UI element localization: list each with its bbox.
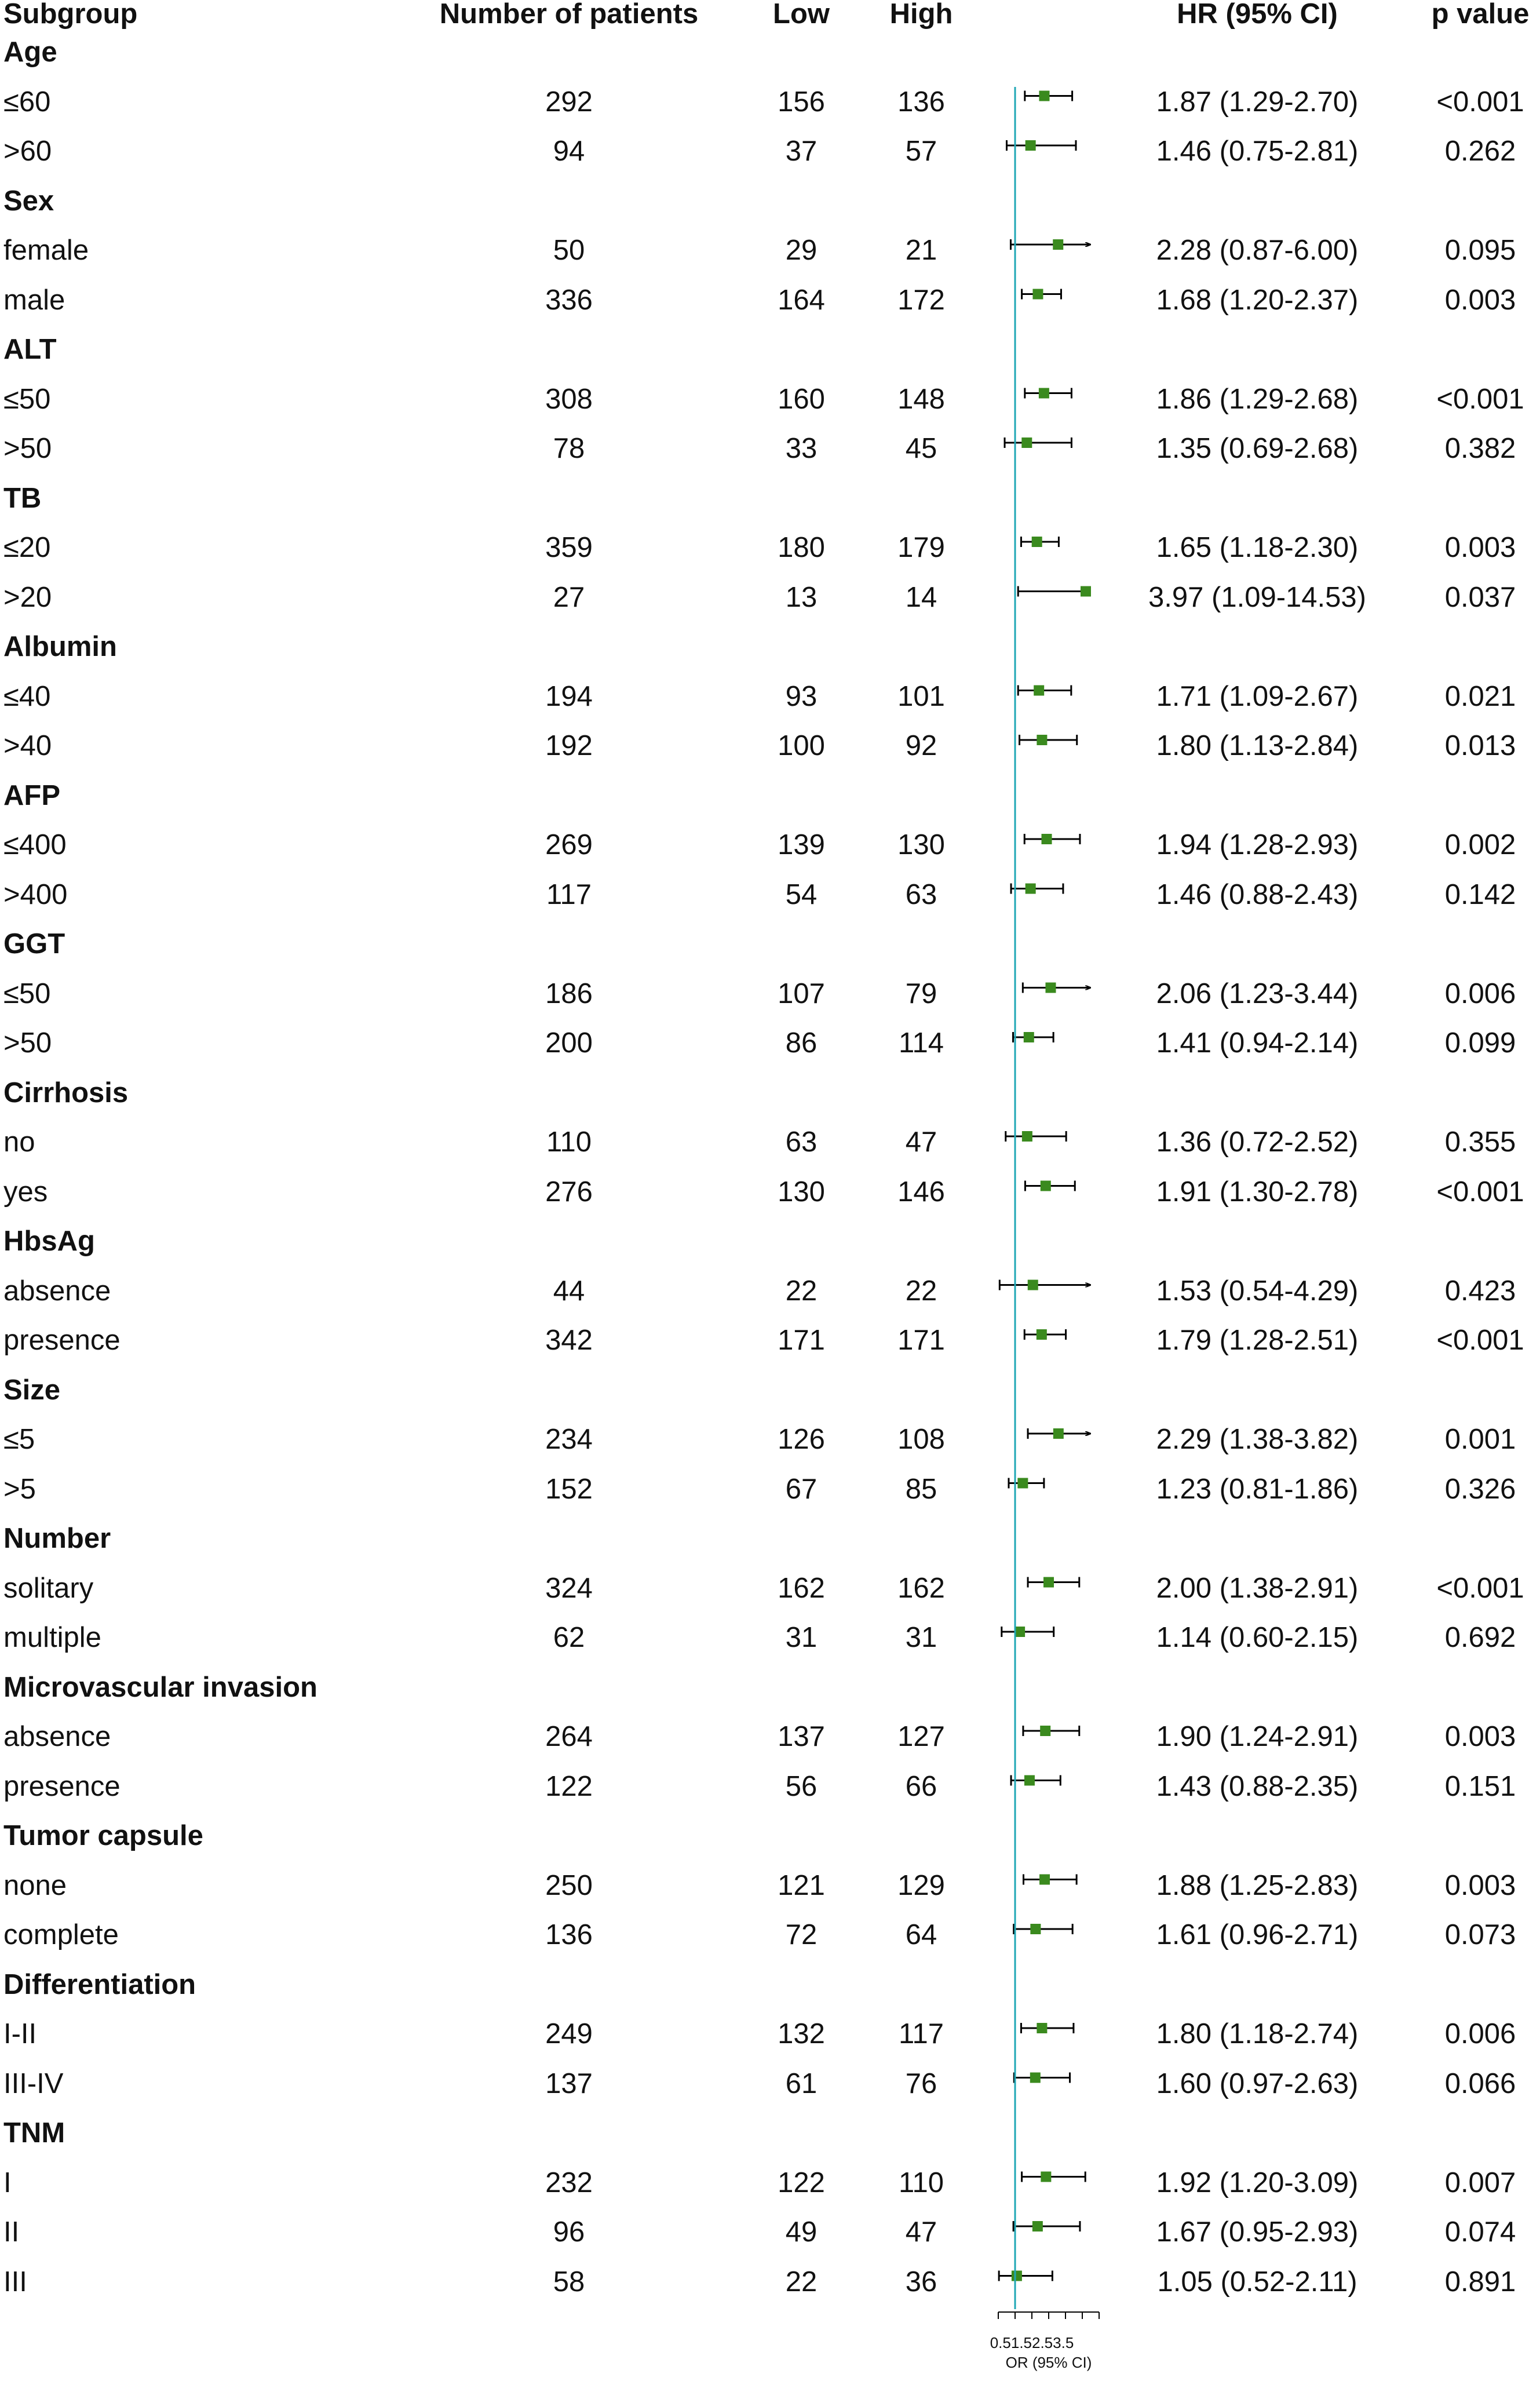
subgroup-label: >5	[3, 1473, 36, 1505]
hr-ci-value: 1.05 (0.52-2.11)	[1157, 2266, 1357, 2298]
p-value: 0.006	[1444, 978, 1516, 1009]
group-label: Cirrhosis	[3, 1077, 129, 1109]
hr-ci-value: 1.46 (0.88-2.43)	[1156, 878, 1359, 910]
subgroup-label: ≤400	[3, 829, 67, 860]
p-value: 0.037	[1444, 581, 1516, 613]
patients-count: 276	[545, 1176, 593, 1208]
low-count: 162	[778, 1572, 825, 1604]
hr-ci-value: 1.68 (1.20-2.37)	[1156, 284, 1359, 316]
point-estimate	[1021, 437, 1032, 448]
high-count: 63	[905, 878, 937, 910]
patients-count: 44	[553, 1275, 585, 1307]
header-low: Low	[773, 0, 830, 30]
high-count: 64	[905, 1919, 937, 1950]
high-count: 47	[905, 1126, 937, 1158]
header-hr-ci: HR (95% CI)	[1177, 0, 1338, 30]
patients-count: 249	[545, 2018, 593, 2050]
hr-ci-value: 1.71 (1.09-2.67)	[1156, 680, 1359, 712]
hr-ci-value: 1.91 (1.30-2.78)	[1156, 1176, 1359, 1208]
patients-count: 292	[545, 86, 593, 118]
header-high: High	[889, 0, 953, 30]
patients-count: 27	[553, 581, 585, 613]
low-count: 130	[778, 1176, 825, 1208]
p-value: 0.021	[1444, 680, 1516, 712]
patients-count: 186	[545, 978, 593, 1009]
hr-ci-value: 1.88 (1.25-2.83)	[1156, 1869, 1359, 1901]
header-p-value: p value	[1431, 0, 1530, 30]
subgroup-label: ≤40	[3, 680, 51, 712]
p-value: <0.001	[1436, 1325, 1524, 1356]
subgroup-label: ≤20	[3, 532, 51, 563]
point-estimate	[1041, 1181, 1051, 1191]
subgroup-label: >60	[3, 136, 52, 167]
point-estimate	[1053, 239, 1063, 250]
low-count: 56	[785, 1770, 818, 1802]
subgroup-label: >20	[3, 581, 52, 613]
subgroup-label: multiple	[3, 1622, 101, 1653]
high-count: 148	[897, 383, 945, 415]
high-count: 162	[897, 1572, 945, 1604]
group-label: TNM	[3, 2117, 65, 2149]
hr-ci-value: 1.46 (0.75-2.81)	[1156, 136, 1359, 167]
p-value: 0.095	[1444, 235, 1516, 266]
point-estimate	[1024, 1775, 1035, 1786]
low-count: 54	[785, 878, 818, 910]
low-count: 126	[778, 1424, 825, 1455]
subgroup-label: >40	[3, 730, 52, 761]
point-estimate	[1026, 884, 1036, 894]
hr-ci-value: 1.61 (0.96-2.71)	[1156, 1919, 1359, 1950]
high-count: 114	[898, 1027, 944, 1059]
point-estimate	[1081, 586, 1091, 597]
high-count: 108	[897, 1424, 945, 1455]
point-estimate	[1022, 1131, 1032, 1142]
group-label: Number	[3, 1523, 111, 1554]
hr-ci-value: 2.28 (0.87-6.00)	[1156, 235, 1359, 266]
point-estimate	[1030, 1924, 1041, 1934]
subgroup-label: ≤50	[3, 978, 51, 1009]
subgroup-label: absence	[3, 1275, 111, 1307]
patients-count: 192	[545, 730, 593, 761]
group-label: Differentiation	[3, 1968, 196, 2000]
high-count: 36	[905, 2266, 937, 2298]
p-value: 0.066	[1444, 2068, 1516, 2099]
patients-count: 110	[546, 1126, 592, 1158]
low-count: 180	[778, 532, 825, 563]
patients-count: 50	[553, 235, 585, 266]
hr-ci-value: 1.35 (0.69-2.68)	[1156, 433, 1359, 464]
patients-count: 58	[553, 2266, 585, 2298]
low-count: 49	[785, 2216, 818, 2248]
low-count: 63	[785, 1126, 818, 1158]
hr-ci-value: 1.94 (1.28-2.93)	[1156, 829, 1359, 860]
subgroup-label: >50	[3, 1027, 52, 1059]
low-count: 132	[778, 2018, 825, 2050]
high-count: 110	[898, 2167, 944, 2198]
subgroup-label: none	[3, 1869, 67, 1901]
subgroup-label: male	[3, 284, 65, 316]
patients-count: 250	[545, 1869, 593, 1901]
hr-ci-value: 1.60 (0.97-2.63)	[1156, 2068, 1359, 2099]
point-estimate	[1037, 735, 1047, 745]
point-estimate	[1032, 2221, 1043, 2231]
patients-count: 117	[546, 878, 592, 910]
high-count: 130	[897, 829, 945, 860]
p-value: 0.355	[1444, 1126, 1516, 1158]
patients-count: 96	[553, 2216, 585, 2248]
hr-ci-value: 1.80 (1.18-2.74)	[1156, 2018, 1359, 2050]
high-count: 146	[897, 1176, 945, 1208]
header-subgroup: Subgroup	[3, 0, 138, 30]
low-count: 139	[778, 829, 825, 860]
high-count: 127	[897, 1721, 945, 1752]
p-value: <0.001	[1436, 1176, 1524, 1208]
patients-count: 78	[553, 433, 585, 464]
high-count: 172	[897, 284, 945, 316]
patients-count: 194	[545, 680, 593, 712]
point-estimate	[1053, 1428, 1064, 1439]
hr-ci-value: 1.87 (1.29-2.70)	[1156, 86, 1359, 118]
subgroup-label: ≤50	[3, 383, 51, 415]
x-axis-label: OR (95% CI)	[1005, 2354, 1092, 2371]
group-label: HbsAg	[3, 1226, 95, 1257]
hr-ci-value: 1.43 (0.88-2.35)	[1156, 1770, 1359, 1802]
high-count: 57	[905, 136, 937, 167]
subgroup-label: presence	[3, 1325, 121, 1356]
p-value: 0.073	[1444, 1919, 1516, 1950]
point-estimate	[1045, 983, 1056, 993]
group-label: Albumin	[3, 631, 117, 662]
hr-ci-value: 1.23 (0.81-1.86)	[1156, 1473, 1359, 1505]
hr-ci-value: 1.14 (0.60-2.15)	[1156, 1622, 1359, 1653]
p-value: 0.003	[1444, 284, 1516, 316]
point-estimate	[1043, 1577, 1054, 1588]
high-count: 76	[905, 2068, 937, 2099]
p-value: 0.142	[1444, 878, 1516, 910]
group-label: TB	[3, 482, 42, 514]
high-count: 45	[905, 433, 937, 464]
high-count: 14	[905, 581, 937, 613]
patients-count: 200	[545, 1027, 593, 1059]
subgroup-label: >50	[3, 433, 52, 464]
low-count: 137	[778, 1721, 825, 1752]
subgroup-label: ≤5	[3, 1424, 35, 1455]
hr-ci-value: 1.53 (0.54-4.29)	[1156, 1275, 1359, 1307]
patients-count: 264	[545, 1721, 593, 1752]
high-count: 117	[898, 2018, 944, 2050]
group-label: AFP	[3, 779, 60, 811]
low-count: 72	[785, 1919, 818, 1950]
point-estimate	[1014, 1627, 1025, 1637]
p-value: 0.007	[1444, 2167, 1516, 2198]
low-count: 160	[778, 383, 825, 415]
subgroup-label: I	[3, 2167, 12, 2198]
p-value: 0.326	[1444, 1473, 1516, 1505]
high-count: 171	[897, 1325, 945, 1356]
low-count: 22	[785, 1275, 818, 1307]
group-label: Size	[3, 1374, 61, 1406]
high-count: 79	[905, 978, 937, 1009]
p-value: 0.003	[1444, 1869, 1516, 1901]
low-count: 171	[778, 1325, 825, 1356]
low-count: 93	[785, 680, 818, 712]
subgroup-label: I-II	[3, 2018, 37, 2050]
patients-count: 136	[545, 1919, 593, 1950]
high-count: 31	[905, 1622, 937, 1653]
point-estimate	[1034, 686, 1044, 696]
p-value: 0.151	[1444, 1770, 1516, 1802]
group-label: Age	[3, 37, 57, 68]
patients-count: 152	[545, 1473, 593, 1505]
hr-ci-value: 2.06 (1.23-3.44)	[1156, 978, 1359, 1009]
patients-count: 359	[545, 532, 593, 563]
p-value: 0.003	[1444, 532, 1516, 563]
low-count: 37	[785, 136, 818, 167]
point-estimate	[1017, 1478, 1028, 1489]
hr-ci-value: 1.92 (1.20-3.09)	[1156, 2167, 1359, 2198]
point-estimate	[1041, 2172, 1051, 2182]
high-count: 22	[905, 1275, 937, 1307]
high-count: 136	[897, 86, 945, 118]
p-value: <0.001	[1436, 383, 1524, 415]
subgroup-label: yes	[3, 1176, 48, 1208]
p-value: 0.001	[1444, 1424, 1516, 1455]
point-estimate	[1037, 2023, 1047, 2033]
hr-ci-value: 2.00 (1.38-2.91)	[1156, 1572, 1359, 1604]
group-label: Microvascular invasion	[3, 1671, 318, 1703]
point-estimate	[1012, 2271, 1022, 2281]
subgroup-label: presence	[3, 1770, 121, 1802]
group-label: Tumor capsule	[3, 1820, 203, 1851]
low-count: 122	[778, 2167, 825, 2198]
patients-count: 232	[545, 2167, 593, 2198]
point-estimate	[1037, 1329, 1047, 1340]
hr-ci-value: 1.90 (1.24-2.91)	[1156, 1721, 1359, 1752]
patients-count: 62	[553, 1622, 585, 1653]
low-count: 156	[778, 86, 825, 118]
low-count: 67	[785, 1473, 818, 1505]
high-count: 101	[897, 680, 945, 712]
hr-ci-value: 1.80 (1.13-2.84)	[1156, 730, 1359, 761]
low-count: 13	[785, 581, 818, 613]
point-estimate	[1032, 289, 1043, 300]
p-value: 0.013	[1444, 730, 1516, 761]
patients-count: 122	[545, 1770, 593, 1802]
subgroup-label: absence	[3, 1721, 111, 1752]
patients-count: 94	[553, 136, 585, 167]
point-estimate	[1026, 140, 1036, 151]
subgroup-label: no	[3, 1126, 35, 1158]
hr-ci-value: 1.86 (1.29-2.68)	[1156, 383, 1359, 415]
low-count: 61	[785, 2068, 818, 2099]
point-estimate	[1028, 1280, 1038, 1290]
p-value: 0.891	[1444, 2266, 1516, 2298]
low-count: 22	[785, 2266, 818, 2298]
subgroup-label: III-IV	[3, 2068, 64, 2099]
subgroup-label: >400	[3, 878, 68, 910]
point-estimate	[1032, 537, 1042, 547]
hr-ci-value: 1.79 (1.28-2.51)	[1156, 1325, 1359, 1356]
low-count: 33	[785, 433, 818, 464]
patients-count: 336	[545, 284, 593, 316]
x-axis-tick-labels: 0.51.52.53.5	[990, 2334, 1074, 2351]
group-label: ALT	[3, 334, 57, 365]
p-value: <0.001	[1436, 86, 1524, 118]
p-value: 0.003	[1444, 1721, 1516, 1752]
low-count: 164	[778, 284, 825, 316]
hr-ci-value: 1.36 (0.72-2.52)	[1156, 1126, 1359, 1158]
patients-count: 137	[545, 2068, 593, 2099]
subgroup-label: complete	[3, 1919, 119, 1950]
high-count: 66	[905, 1770, 937, 1802]
p-value: 0.382	[1444, 433, 1516, 464]
patients-count: 308	[545, 383, 593, 415]
p-value: 0.099	[1444, 1027, 1516, 1059]
p-value: 0.262	[1444, 136, 1516, 167]
p-value: 0.423	[1444, 1275, 1516, 1307]
high-count: 47	[905, 2216, 937, 2248]
point-estimate	[1039, 91, 1049, 101]
p-value: 0.074	[1444, 2216, 1516, 2248]
point-estimate	[1024, 1032, 1034, 1042]
subgroup-label: female	[3, 235, 89, 266]
low-count: 86	[785, 1027, 818, 1059]
group-label: GGT	[3, 928, 65, 960]
hr-ci-value: 1.41 (0.94-2.14)	[1156, 1027, 1359, 1059]
low-count: 100	[778, 730, 825, 761]
point-estimate	[1030, 2073, 1041, 2083]
subgroup-label: ≤60	[3, 86, 51, 118]
subgroup-label: II	[3, 2216, 20, 2248]
header-number-of-patients: Number of patients	[439, 0, 699, 30]
hr-ci-value: 1.65 (1.18-2.30)	[1156, 532, 1359, 563]
point-estimate	[1042, 834, 1052, 844]
subgroup-label: III	[3, 2266, 27, 2298]
high-count: 85	[905, 1473, 937, 1505]
high-count: 92	[905, 730, 937, 761]
low-count: 107	[778, 978, 825, 1009]
patients-count: 234	[545, 1424, 593, 1455]
low-count: 121	[778, 1869, 825, 1901]
high-count: 129	[897, 1869, 945, 1901]
hr-ci-value: 2.29 (1.38-3.82)	[1156, 1424, 1359, 1455]
p-value: 0.006	[1444, 2018, 1516, 2050]
point-estimate	[1039, 1875, 1050, 1885]
point-estimate	[1039, 388, 1049, 399]
subgroup-label: solitary	[3, 1572, 94, 1604]
group-label: Sex	[3, 185, 54, 217]
high-count: 21	[905, 235, 937, 266]
p-value: 0.002	[1444, 829, 1516, 860]
p-value: 0.692	[1444, 1622, 1516, 1653]
patients-count: 342	[545, 1325, 593, 1356]
patients-count: 324	[545, 1572, 593, 1604]
patients-count: 269	[545, 829, 593, 860]
p-value: <0.001	[1436, 1572, 1524, 1604]
hr-ci-value: 1.67 (0.95-2.93)	[1156, 2216, 1359, 2248]
hr-ci-value: 3.97 (1.09-14.53)	[1148, 581, 1366, 613]
point-estimate	[1040, 1726, 1050, 1736]
plot-marks	[998, 87, 1099, 2319]
low-count: 31	[785, 1622, 818, 1653]
high-count: 179	[897, 532, 945, 563]
low-count: 29	[785, 235, 818, 266]
